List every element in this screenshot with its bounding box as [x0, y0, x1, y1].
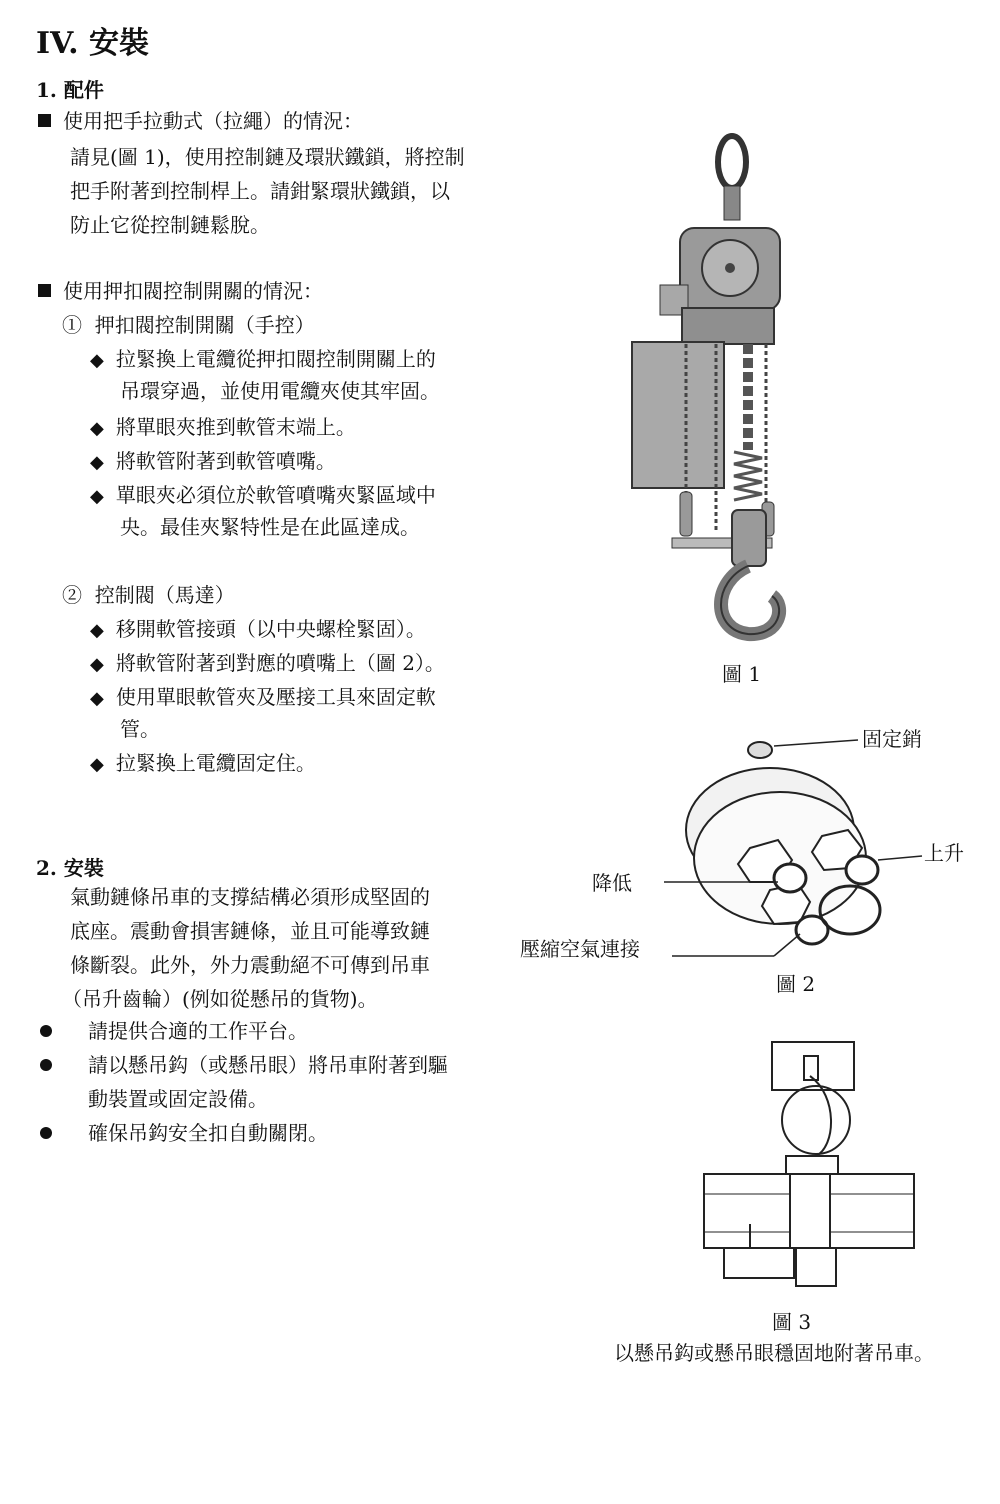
sub1-item-cont: 央。最佳夾緊特性是在此區達成。 — [120, 515, 420, 539]
round-bullet-icon — [40, 1127, 52, 1139]
s2-heading: 2. 安裝 — [36, 856, 104, 880]
sub2-item — [90, 746, 316, 782]
sub2-item — [90, 612, 426, 648]
s2-bullet-cont: 動裝置或固定設備。 — [88, 1087, 268, 1111]
sub2-title: 控制閥（馬達） — [94, 583, 235, 607]
bullet2-title-row — [38, 274, 323, 308]
circled-one-marker: ① — [62, 313, 82, 337]
round-bullet-icon — [40, 1059, 52, 1071]
s2-bullet: 請提供合適的工作平台。 — [88, 1019, 308, 1043]
bullet1-title-row — [38, 104, 363, 138]
figure2-valve-illustration — [640, 730, 970, 970]
bullet1-title: 使用把手拉動式（拉繩）的情況： — [63, 109, 363, 133]
figure3-caption: 圖 3 — [772, 1310, 812, 1334]
s2-line: 氣動鏈條吊車的支撐結構必須形成堅固的 — [70, 885, 430, 909]
sub1-item-text: 單眼夾必須位於軟管噴嘴夾緊區域中 — [115, 483, 436, 507]
bullet1-line: 把手附著到控制桿上。請鉗緊環狀鐵鎖，以 — [70, 179, 450, 203]
circled-two-marker: ② — [62, 583, 82, 607]
sub1-item-text: 拉緊換上電纜從押扣閥控制開關上的 — [115, 347, 436, 371]
sub1-item — [90, 410, 356, 446]
s1-heading: 1. 配件 — [36, 78, 104, 102]
sub2-item-text: 拉緊換上電纜固定住。 — [115, 751, 316, 775]
sub1-item-text: 將軟管附著到軟管噴嘴。 — [115, 449, 336, 473]
figure1-hoist-illustration — [620, 130, 800, 650]
fig2-label-air: 壓縮空氣連接 — [520, 937, 640, 961]
s2-line: 條斷裂。此外，外力震動絕不可傳到吊車 — [70, 953, 430, 977]
section-title: IV. 安裝 — [36, 26, 149, 61]
diamond-bullet-icon: ◆ — [90, 350, 104, 371]
diamond-bullet-icon: ◆ — [90, 486, 104, 507]
diamond-bullet-icon: ◆ — [90, 754, 104, 775]
figure3-subcaption: 以懸吊鈎或懸吊眼穩固地附著吊車。 — [614, 1341, 934, 1365]
bullet1-line: 請見(圖 1)，使用控制鏈及環狀鐵鎖，將控制 — [70, 145, 465, 169]
bullet1-line: 防止它從控制鏈鬆脫。 — [70, 213, 270, 237]
sub2-item-text: 移開軟管接頭（以中央螺栓緊固）。 — [115, 617, 426, 641]
sub1-title-row — [62, 308, 315, 342]
s2-line: （吊升齒輪）(例如從懸吊的貨物)。 — [62, 987, 378, 1011]
fig2-label-pin: 固定銷 — [862, 727, 922, 751]
sub2-item-cont: 管。 — [120, 717, 160, 741]
sub2-item — [90, 646, 445, 682]
sub2-item-text: 使用單眼軟管夾及壓接工具來固定軟 — [115, 685, 436, 709]
sub2-title-row — [62, 578, 235, 612]
round-bullet-icon — [40, 1025, 52, 1037]
fig2-label-up: 上升 — [924, 841, 964, 865]
s2-bullet: 請以懸吊鈎（或懸吊眼）將吊車附著到驅 — [88, 1053, 448, 1077]
sub2-item-text: 將軟管附著到對應的噴嘴上（圖 2）。 — [115, 651, 445, 675]
fig2-label-down: 降低 — [592, 871, 632, 895]
diamond-bullet-icon: ◆ — [90, 620, 104, 641]
figure3-mounting-illustration — [690, 1036, 920, 1296]
diamond-bullet-icon: ◆ — [90, 654, 104, 675]
square-bullet-icon — [38, 284, 51, 297]
sub1-item-text: 將單眼夾推到軟管末端上。 — [115, 415, 356, 439]
sub1-item — [90, 342, 436, 378]
s2-bullet: 確保吊鈎安全扣自動關閉。 — [88, 1121, 328, 1145]
diamond-bullet-icon: ◆ — [90, 688, 104, 709]
sub1-title: 押扣閥控制開關（手控） — [94, 313, 315, 337]
sub1-item — [90, 444, 336, 480]
sub1-item-cont: 吊環穿過，並使用電纜夾使其牢固。 — [120, 379, 440, 403]
s2-line: 底座。震動會損害鏈條，並且可能導致鏈 — [70, 919, 430, 943]
sub1-item — [90, 478, 436, 514]
diamond-bullet-icon: ◆ — [90, 418, 104, 439]
figure1-caption: 圖 1 — [722, 662, 762, 686]
diamond-bullet-icon: ◆ — [90, 452, 104, 473]
figure2-caption: 圖 2 — [776, 972, 816, 996]
bullet2-title: 使用押扣閥控制開關的情況： — [63, 279, 323, 303]
square-bullet-icon — [38, 114, 51, 127]
sub2-item — [90, 680, 436, 716]
